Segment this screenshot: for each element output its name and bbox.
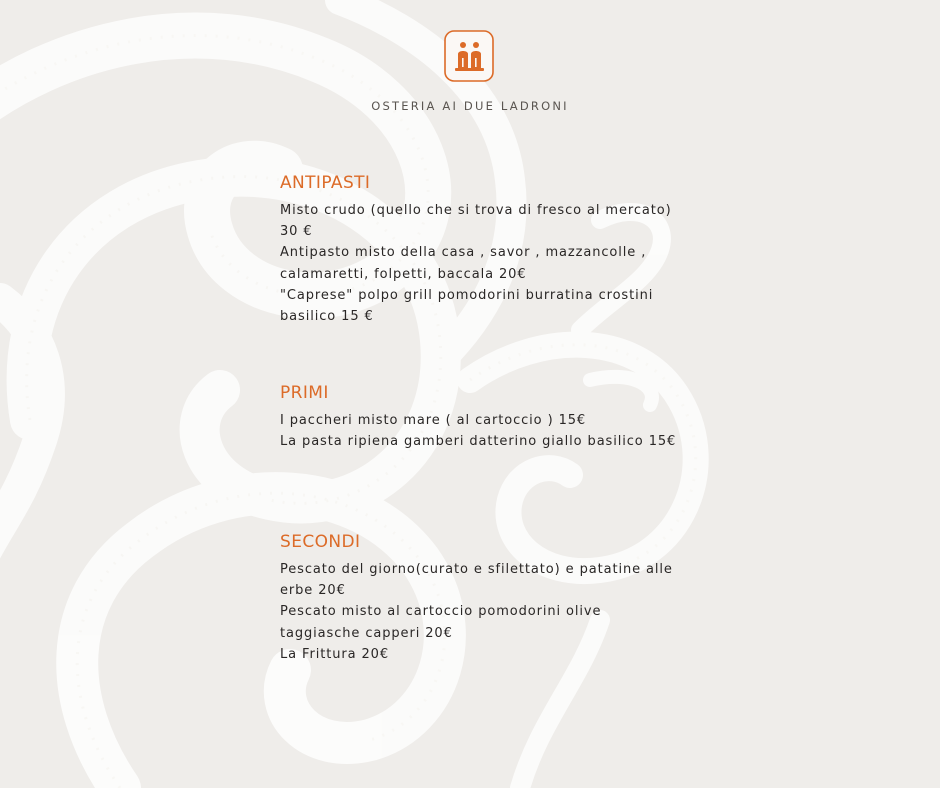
menu-item: I paccheri misto mare ( al cartoccio ) 15€ <box>280 413 587 428</box>
menu-section-antipasti <box>280 172 680 327</box>
menu-item: "Caprese" polpo grill pomodorini burratina crostini basilico 15 € <box>280 287 654 325</box>
menu-item: La pasta ripiena gamberi datterino giallo basilico 15€ <box>280 434 677 450</box>
menu-section-secondi <box>280 531 680 665</box>
section-title-antipasti: ANTIPASTI <box>280 173 371 193</box>
menu-item: La Frittura 20€ <box>280 646 390 662</box>
two-figures-logo-icon <box>444 30 494 82</box>
section-title-primi: PRIMI <box>280 383 329 403</box>
menu-item: Pescato del giorno(curato e sfilettato) e patatine alle erbe 20€ <box>280 562 673 599</box>
menu-item: Misto crudo (quello che si trova di fresco al mercato) 30 € <box>280 203 672 240</box>
section-title-secondi: SECONDI <box>280 532 361 552</box>
menu-item: Pescato misto al cartoccio pomodorini olive taggiasche capperi 20€ <box>280 604 602 641</box>
menu-section-primi <box>280 382 680 452</box>
restaurant-name: OSTERIA AI DUE LADRONI <box>371 99 569 113</box>
menu-item: Antipasto misto della casa , savor , mazzancolle , calamaretti, folpetti, baccala 20€ <box>280 245 647 282</box>
